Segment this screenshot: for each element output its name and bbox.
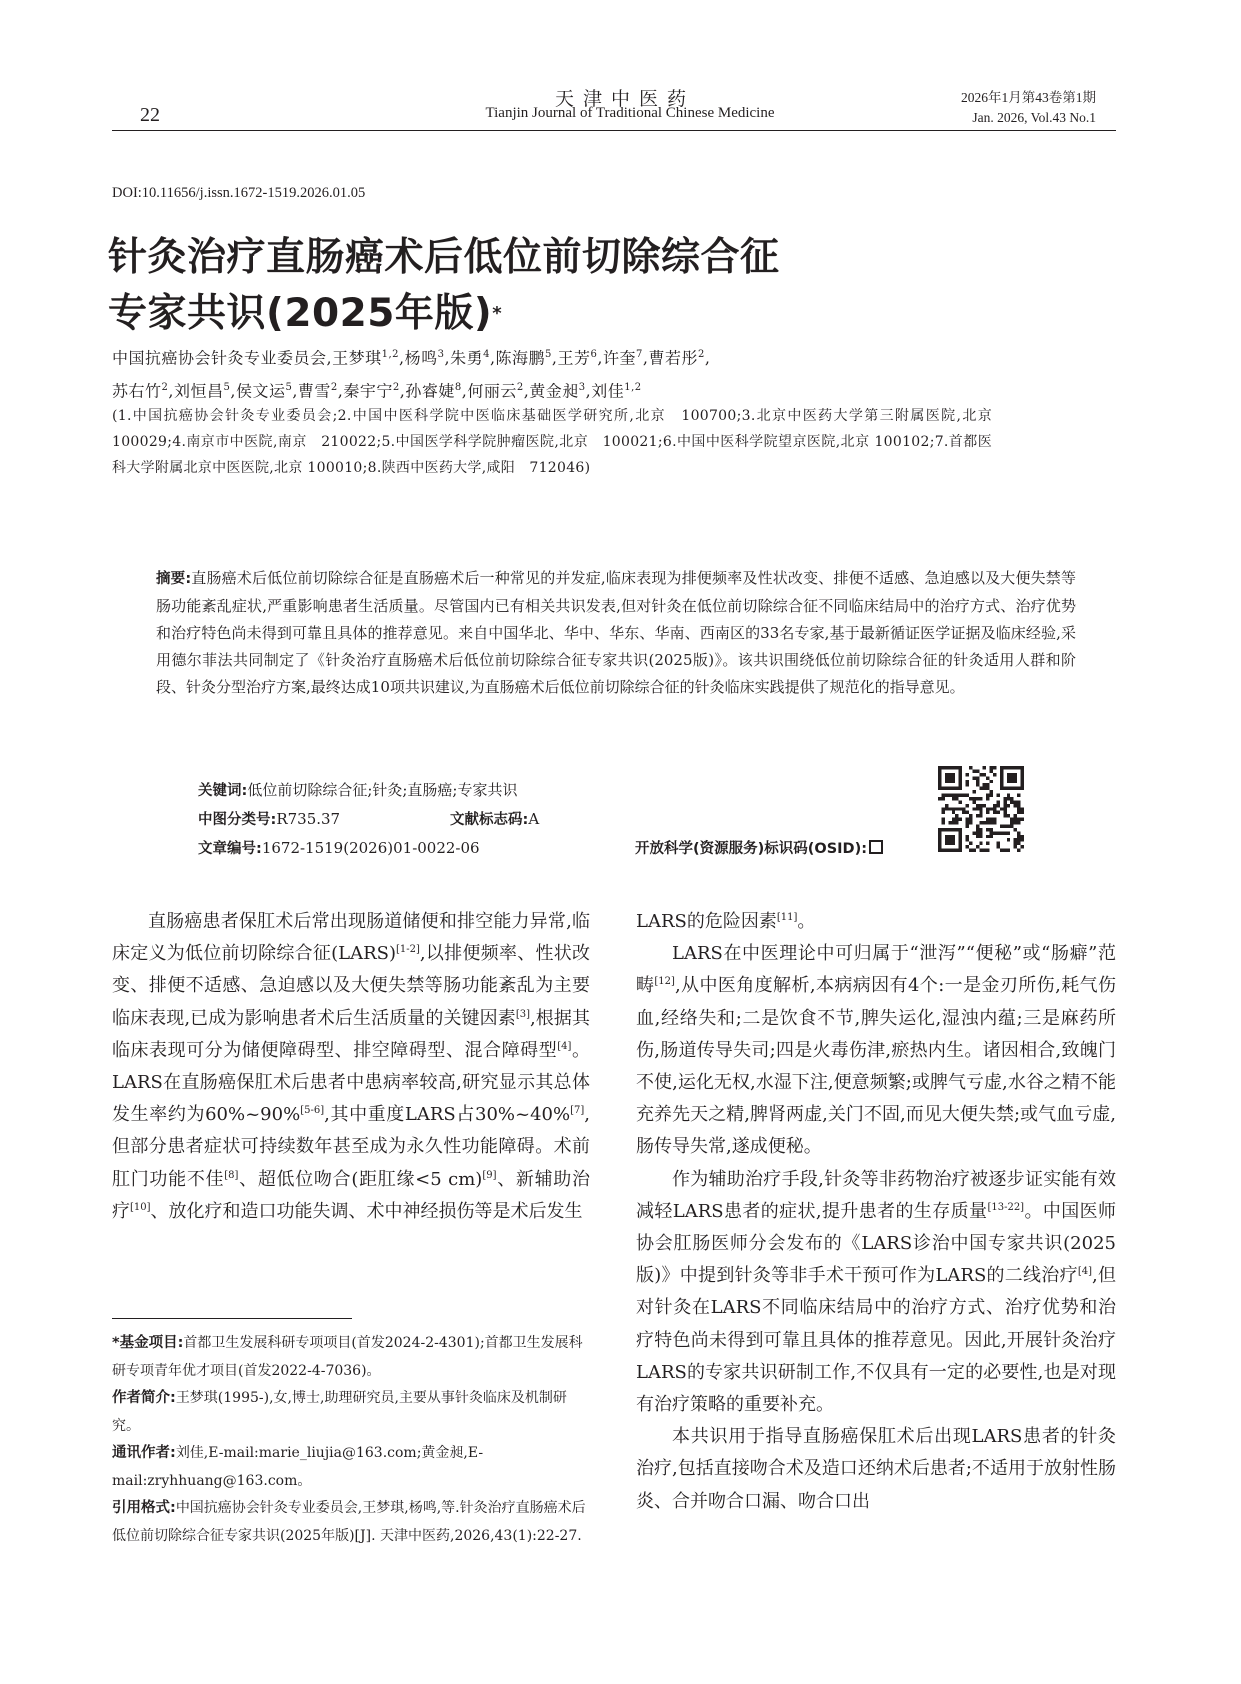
bio-label: 作者简介: [112, 1390, 176, 1406]
author-name: ,侯文运 [230, 381, 286, 401]
author-name: ,黄金昶 [523, 381, 579, 401]
abstract-text: 直肠癌术后低位前切除综合征是直肠癌术后一种常见的并发症,临床表现为排便频率及性状改变、排便不适感、急迫感以及大便失禁等肠功能紊乱症状,严重影响患者生活质量。尽管国内已有相关共识发表,但对针灸在低位前切除综合征不同临床结局中的治疗方式、治疗优势和治疗特色尚未得到可靠且具体的推荐意见。来自中国华北、华中、华东、华南、西南区的33名专家,基于最新循证医学证据及临床经验,采用德尔菲法共同制定了《针灸治疗直肠癌术后低位前切除综合征专家共识(2025版)》。该共识围绕低位前切除综合征的针灸适用人群和阶段、针灸分型治疗方案,最终达成10项共识建议,为直肠癌术后低位前切除综合征的针灸临床实践提供了规范化的指导意见。 [156, 569, 1076, 696]
abstract [156, 565, 1076, 701]
classification-number [198, 808, 340, 829]
title-line-2: 专家共识(2025年版) [108, 291, 493, 336]
footnote-citation [112, 1495, 592, 1550]
abstract-label: 摘要: [156, 571, 192, 587]
footnote-author-bio [112, 1385, 592, 1440]
citation-ref[interactable]: [12] [654, 976, 675, 988]
affiliation-index: 3 [437, 349, 445, 360]
footnote-corresponding [112, 1440, 592, 1495]
citation-ref[interactable]: [9] [482, 1169, 497, 1181]
author-name: ,何丽云 [461, 381, 517, 401]
author-name: ,陈海鹏 [489, 348, 546, 368]
document-mark-label: 文献标志码: [450, 812, 529, 828]
title-line-1: 针灸治疗直肠癌术后低位前切除综合征 [108, 235, 780, 280]
affiliation-index: 4 [483, 349, 490, 360]
affiliation-index: 5 [223, 382, 231, 394]
affiliation-index: 2 [330, 382, 338, 394]
title-fund-mark: * [492, 303, 503, 324]
affiliation-index: 2 [697, 349, 705, 360]
affiliation-index: 1,2 [381, 349, 400, 360]
body-paragraph: LARS的危险因素[11]。 [636, 911, 816, 932]
citation-ref[interactable]: [4] [557, 1040, 572, 1052]
footnote-rule [112, 1318, 352, 1319]
affiliation-index: 6 [590, 349, 598, 360]
author-name: ,杨鸣 [399, 348, 438, 368]
journal-title-en: Tianjin Journal of Traditional Chinese Medicine [485, 105, 775, 121]
citation-ref[interactable]: [4] [1077, 1266, 1093, 1278]
affiliation-index: 2 [392, 382, 400, 394]
body-paragraph: LARS在中医理论中可归属于“泄泻”“便秘”或“肠癖”范畴[12],从中医角度解析,本病病因有4个:一是金刃所伤,耗气伤血,经络失和;二是饮食不节,脾失运化,湿浊内蕴;三是麻药所伤,肠道传导失司;四是火毒伤津,瘀热内生。诸因相合,致魄门不使,运化无权,水湿下注,便意频繁;或脾气亏虚,水谷之精不能充养先天之精,脾肾两虚,关门不固,而见大便失禁;或气血亏虚,肠传导失常,遂成便秘。 [636, 943, 1116, 1158]
affiliation-index: 7 [635, 349, 643, 360]
article-number [198, 837, 480, 858]
author-name: ,刘恒昌 [168, 381, 224, 401]
footnote-fund [112, 1330, 592, 1385]
article-number-label: 文章编号: [198, 841, 262, 857]
classification-text: R735.37 [276, 810, 341, 828]
affiliation-index: 2 [161, 382, 169, 394]
author-name: 王梦琪 [332, 348, 382, 368]
author-list [112, 340, 992, 407]
keywords-text: 低位前切除综合征;针灸;直肠癌;专家共识 [247, 781, 518, 799]
corr-text: 刘佳,E-mail:marie_liujia@163.com;黄金昶,E-mail:zryhhuang@163.com。 [112, 1445, 484, 1489]
bio-text: 王梦琪(1995-),女,博士,助理研究员,主要从事针灸临床及机制研究。 [112, 1390, 567, 1434]
body-column-left [112, 906, 590, 1228]
keywords-label: 关键词: [198, 783, 248, 799]
cite-text: 中国抗癌协会针灸专业委员会,王梦琪,杨鸣,等.针灸治疗直肠癌术后低位前切除综合征专家共识(2025年版)[J]. 天津中医药,2026,43(1):22-27. [112, 1500, 586, 1544]
citation-ref[interactable]: [11] [776, 912, 798, 923]
affiliation-index: 5 [545, 349, 552, 360]
fund-text: 首都卫生发展科研专项项目(首发2024-2-4301);首都卫生发展科研专项青年优才项目(首发2022-4-7036)。 [112, 1335, 583, 1379]
author-name: ,秦宇宁 [337, 381, 393, 401]
author-name: , [704, 348, 711, 368]
document-mark [450, 808, 539, 829]
citation-ref[interactable]: [8] [224, 1169, 239, 1181]
mini-qr-icon [869, 840, 883, 854]
body-column-right [636, 906, 1116, 1518]
author-name: ,曹若彤 [642, 348, 698, 368]
citation-ref[interactable]: [3] [515, 1008, 530, 1020]
author-name: ,许奎 [597, 348, 636, 368]
issue-en: Jan. 2026, Vol.43 No.1 [972, 110, 1096, 125]
citation-ref[interactable]: [10] [130, 1201, 151, 1213]
citation-ref[interactable]: [13-22] [987, 1201, 1025, 1213]
author-name: ,曹雪 [292, 381, 331, 401]
body-paragraph: 直肠癌患者保肛术后常出现肠道储便和排空能力异常,临床定义为低位前切除综合征(LARS)[1-2],以排便频率、性状改变、排便不适感、急迫感以及大便失禁等肠功能紊乱为主要临床表现,已成为影响患者术后生活质量的关键因素[3],根据其临床表现可分为储便障碍型、排空障碍型、混合障碍型[4]。LARS在直肠癌保肛术后患者中患病率较高,研究显示其总体发生率约为60%~90%[5-6],其中重度LARS占30%~40%[7],但部分患者症状可持续数年甚至成为永久性功能障碍。术前肛门功能不佳[8]、超低位吻合(距肛缘<5 cm)[9]、新辅助治疗[10]、放化疗和造口功能失调、术中神经损伤等是术后发生 [112, 911, 591, 1222]
issue-info [916, 88, 1096, 128]
author-name: ,王芳 [551, 348, 591, 368]
affiliation-index: 2 [516, 382, 524, 394]
affiliation-index: 8 [454, 382, 462, 394]
citation-ref[interactable]: [1-2] [396, 944, 420, 956]
article-number-text: 1672-1519(2026)01-0022-06 [261, 839, 480, 857]
issue-cn: 2026年1月第43卷第1期 [961, 90, 1096, 105]
fund-label: *基金项目: [112, 1335, 184, 1351]
author-name: 苏右竹 [112, 381, 162, 401]
body-paragraph: 作为辅助治疗手段,针灸等非药物治疗被逐步证实能有效减轻LARS患者的症状,提升患者的生存质量[13-22]。中国医师协会肛肠医师分会发布的《LARS诊治中国专家共识(2025版)》中提到针灸等非手术干预可作为LARS的二线治疗[4],但对针灸在LARS不同临床结局中的治疗方式、治疗优势和治疗特色尚未得到可靠且具体的推荐意见。因此,开展针灸治疗LARS的专家共识研制工作,不仅具有一定的必要性,也是对现有治疗策略的重要补充。 [636, 1168, 1117, 1416]
cite-label: 引用格式: [112, 1500, 176, 1516]
osid [635, 837, 883, 858]
body-paragraph: 本共识用于指导直肠癌保肛术后出现LARS患者的针灸治疗,包括直接吻合术及造口还纳术后患者;不适用于放射性肠炎、合并吻合口漏、吻合口出 [636, 1426, 1116, 1512]
article-title [108, 230, 780, 342]
journal-title-cn: 天津中医药 [554, 88, 695, 110]
affiliation-index: 3 [578, 382, 586, 394]
page-number: 22 [140, 104, 160, 126]
affiliation-index: 1,2 [624, 382, 642, 394]
osid-label: 开放科学(资源服务)标识码(OSID): [635, 841, 868, 857]
doi[interactable]: DOI:10.11656/j.issn.1672-1519.2026.01.05 [112, 185, 366, 201]
footnotes [112, 1330, 592, 1550]
header-rule [112, 130, 1116, 131]
author-name: ,刘佳 [585, 381, 625, 401]
author-name: ,朱勇 [444, 348, 484, 368]
affiliations: (1.中国抗癌协会针灸专业委员会;2.中国中医科学院中医临床基础医学研究所,北京 100700;3.北京中医药大学第三附属医院,北京 100029;4.南京市中医院,南京 210022;5.中国医学科学院肿瘤医院,北京 100021;6.中国中医科学院望京医院,北京 100102;7.首都医科大学附属北京中医医院,北京 100010;8.陕西中医药大学,咸阳 712046) [112, 408, 1007, 476]
corr-label: 通讯作者: [112, 1445, 176, 1461]
authors-line-2 [112, 373, 992, 406]
citation-ref[interactable]: [5-6] [300, 1105, 325, 1117]
authors-line-1 [112, 340, 992, 373]
citation-ref[interactable]: [7] [570, 1105, 585, 1117]
affiliation-index: 5 [285, 382, 293, 394]
keywords [198, 779, 517, 800]
author-name: ,孙睿婕 [399, 381, 455, 401]
osid-qr-code-icon[interactable] [938, 766, 1024, 852]
author-name: 中国抗癌协会针灸专业委员会, [112, 348, 333, 368]
document-mark-text: A [528, 810, 540, 828]
classification-label: 中图分类号: [198, 812, 277, 828]
